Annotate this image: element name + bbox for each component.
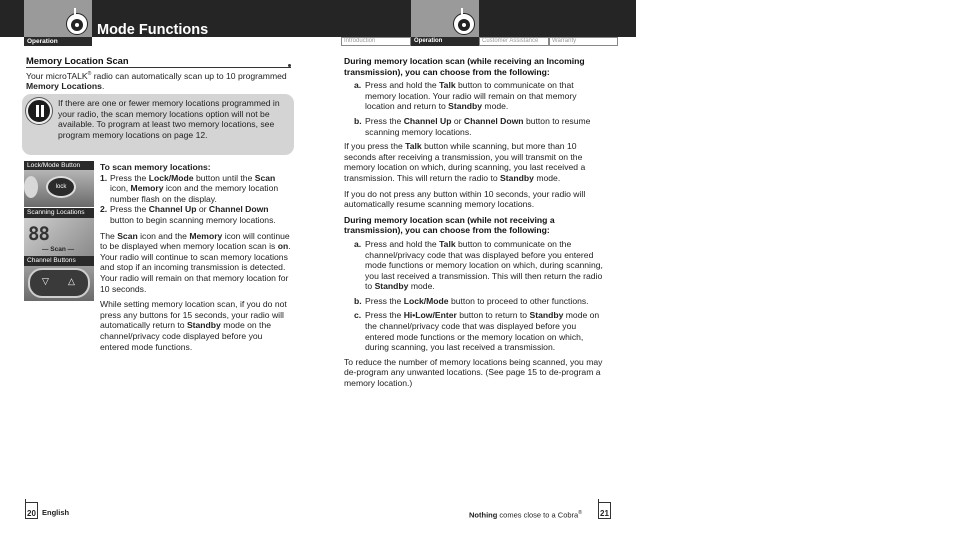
- paragraph: To reduce the number of memory locations being scanned, you may de-program any unwanted locations. (See page 15 to de-program a memory location.): [344, 356, 603, 389]
- lock-button-icon: lock: [46, 176, 76, 198]
- channel-up-icon: △: [68, 276, 75, 286]
- tab-introduction[interactable]: Introduction: [341, 37, 411, 46]
- image-label-channel: Channel Buttons: [24, 256, 94, 266]
- left-tab-label: Operation: [24, 37, 92, 46]
- image-label-lock-mode: Lock/Mode Button: [24, 161, 94, 171]
- list-item: b. Press the Lock/Mode button to proceed to other functions.: [354, 295, 589, 306]
- page-title: Mode Functions: [97, 22, 209, 38]
- list-item: c. Press the Hi•Low/Enter button to return to Standby mode on the channel/privacy code that was displayed before you entered mode functions or the memory location on which, during scanning, you last received a transmission.: [354, 310, 600, 353]
- right-page-body: [344, 56, 606, 394]
- list-item: a. Press and hold the Talk button to communicate on that memory location. Your radio will remain on that memory location and return to Standby mode.: [354, 80, 577, 112]
- list-item: 2. Press the Channel Up or Channel Down button to begin scanning memory locations.: [100, 204, 276, 225]
- list-item: a. Press and hold the Talk button to communicate on the channel/privacy code that was displayed before you entered mode functions or memory location on which, during scanning, you last received a transmission. This will then return the radio to Standby mode.: [354, 238, 603, 292]
- intro-paragraph: Your microTALK® radio can automatically scan up to 10 programmed Memory Locations.: [26, 70, 287, 92]
- image-label-scanning: Scanning Locations: [24, 208, 94, 218]
- list-item: b. Press the Channel Up or Channel Down button to resume scanning memory locations.: [354, 115, 591, 137]
- header-bar: [0, 0, 636, 37]
- left-page-body: [100, 162, 292, 357]
- paragraph: The Scan icon and the Memory icon will continue to be displayed when memory location scan is on. Your radio will continue to scan memory locations and stop if an incoming transmission is detected. Your radio will remain on that memory location for 10 seconds.: [100, 230, 291, 294]
- paragraph: If you do not press any button within 10 seconds, your radio will automatically resume scanning memory locations.: [344, 188, 586, 210]
- channel-buttons-image: [24, 266, 94, 301]
- steps-heading: To scan memory locations:: [100, 162, 211, 172]
- footer-tagline: Nothing comes close to a Cobra®: [469, 510, 582, 520]
- paragraph: If you press the Talk button while scanning, but more than 10 seconds after receiving a transmission, you will transmit on the memory location on which, during scanning, you last received a transmission. This will return the radio to Standby mode.: [344, 141, 586, 183]
- cobra-logo-icon: [66, 13, 88, 35]
- list-item: 1. Press the Lock/Mode button until the Scan icon, Memory icon and the memory location number flash on the display.: [100, 172, 279, 204]
- section-heading: Memory Location Scan: [26, 55, 129, 66]
- note-text: If there are one or fewer memory locations programmed in your radio, the scan memory locations option will not be available. To program at least two memory locations, see program memory locations on page 12.: [58, 98, 280, 140]
- section-divider: [26, 67, 291, 68]
- tab-warranty[interactable]: Warranty: [549, 37, 618, 46]
- scanning-locations-image: [24, 218, 94, 256]
- page-number-left: 20: [25, 502, 38, 519]
- footer-language: English: [42, 508, 70, 517]
- steps-list: [100, 173, 292, 226]
- tab-customer-assistance[interactable]: Customer Assistance: [479, 37, 549, 46]
- tab-operation[interactable]: Operation: [411, 37, 479, 46]
- paragraph: While setting memory location scan, if you do not press any buttons for 15 seconds, your radio will automatically return to Standby mode on the channel/privacy code displayed before you entered mode functions.: [100, 299, 287, 352]
- lcd-scan-indicator: — Scan —: [42, 246, 75, 253]
- page-number-right: 21: [598, 502, 611, 519]
- cobra-logo-icon-right: [453, 13, 475, 35]
- channel-down-icon: ▽: [42, 276, 49, 286]
- note-icon: [26, 98, 52, 124]
- subheading: During memory location scan (while not receiving a transmission), you can choose from the following:: [344, 214, 555, 236]
- lcd-display: 88: [28, 223, 49, 245]
- subheading: During memory location scan (while receiving an Incoming transmission), you can choose from the following:: [344, 56, 585, 77]
- lock-mode-button-image: [24, 170, 94, 207]
